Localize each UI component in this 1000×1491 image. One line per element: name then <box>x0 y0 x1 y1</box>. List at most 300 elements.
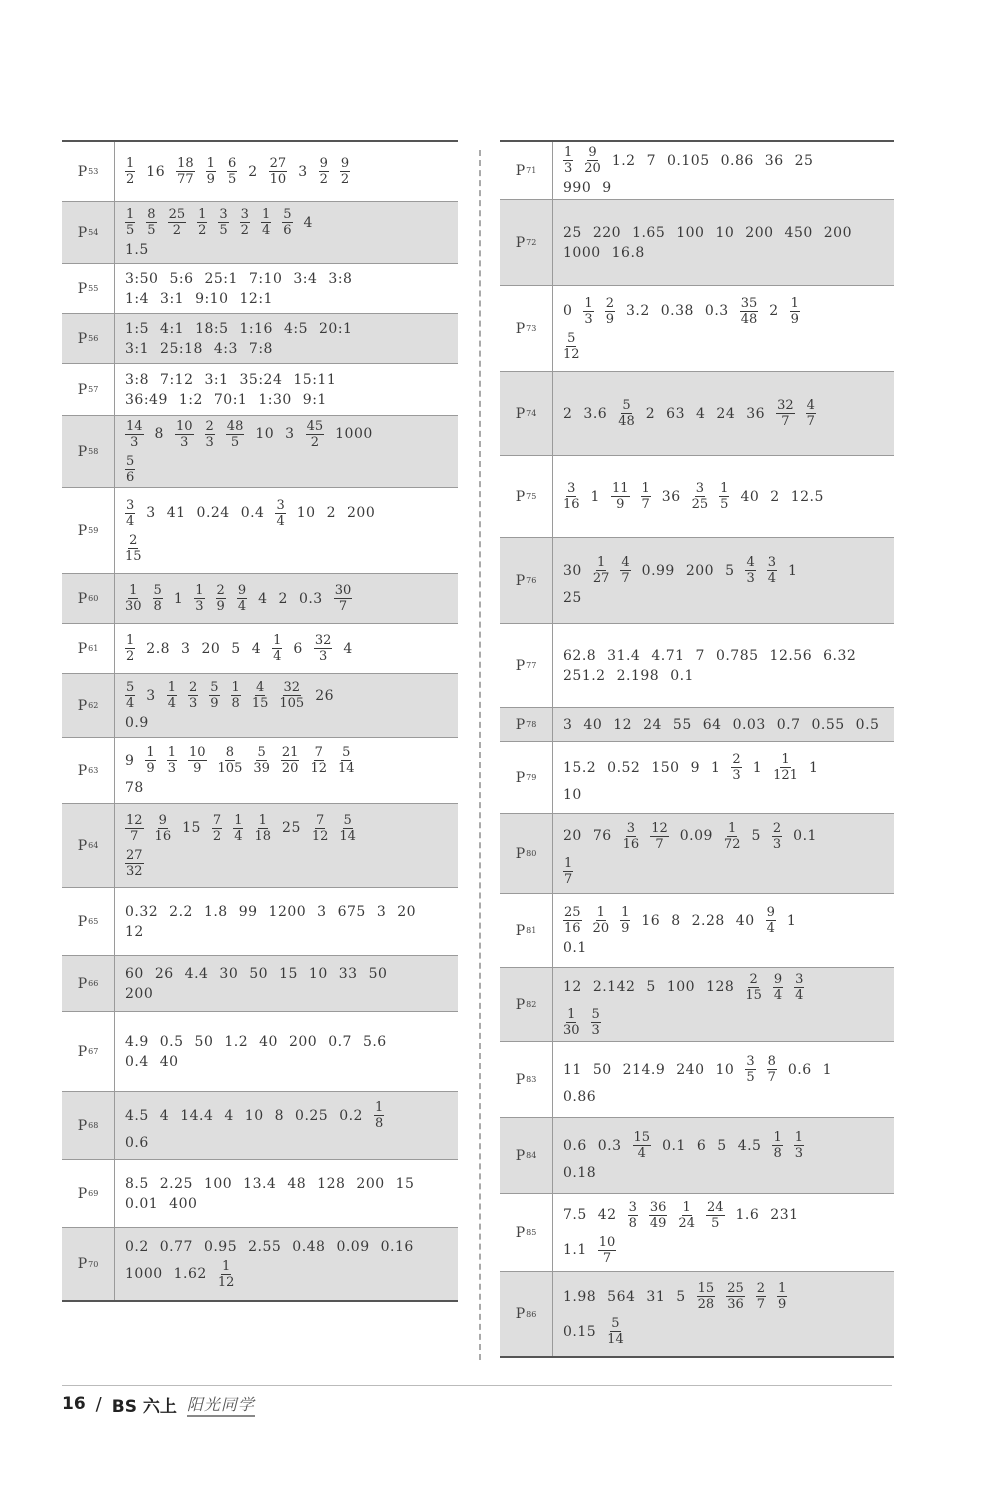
page-label-letter: P <box>77 590 88 607</box>
answer-fraction <box>167 745 177 776</box>
fraction-denominator: 4 <box>126 696 135 711</box>
fraction-denominator: 2 <box>212 828 222 844</box>
answer-fraction <box>188 680 198 711</box>
fraction-numerator: 9 <box>340 156 350 171</box>
answer-value: 1.8 <box>203 903 228 920</box>
answer-fraction <box>125 813 144 844</box>
page-label-letter: P <box>77 443 88 460</box>
answer-fraction <box>279 680 304 711</box>
answer-line <box>125 341 452 357</box>
fraction-denominator: 4 <box>795 987 804 1003</box>
page-label <box>500 742 553 813</box>
answer-fraction <box>226 419 245 450</box>
answer-value: 0.86 <box>720 152 754 169</box>
answer-value: 0.15 <box>563 1323 597 1340</box>
fraction-numerator: 3 <box>240 207 249 222</box>
answer-value: 40 <box>740 488 760 505</box>
fraction-numerator: 25 <box>168 207 186 222</box>
fraction-numerator: 1 <box>564 145 573 160</box>
answer-value: 240 <box>676 1061 705 1078</box>
answer-cell <box>115 624 458 673</box>
answer-line <box>563 1235 888 1266</box>
answer-value: 0.4 <box>240 505 265 521</box>
fraction-denominator: 3 <box>772 836 782 852</box>
page-label-letter: P <box>515 657 526 674</box>
answer-line <box>125 924 452 940</box>
fraction-numerator: 2 <box>756 1281 766 1296</box>
answer-cell <box>553 456 894 537</box>
page-label <box>500 372 553 455</box>
answer-value: 10 <box>563 787 582 803</box>
answer-row <box>62 416 458 488</box>
fraction-numerator: 5 <box>567 330 576 346</box>
fraction-numerator: 1 <box>126 207 135 222</box>
answer-fraction <box>197 207 207 238</box>
answer-fraction <box>314 633 333 664</box>
fraction-denominator: 2 <box>310 434 319 450</box>
answer-value: 4.5 <box>125 1107 149 1124</box>
page-label-letter: P <box>77 697 88 714</box>
answer-value: 10 <box>308 965 328 982</box>
fraction-denominator: 12 <box>563 346 580 362</box>
answer-value: 9 <box>125 752 135 769</box>
answer-fraction <box>563 145 573 176</box>
answer-value: 0.7 <box>328 1033 352 1050</box>
answer-value: 0.785 <box>715 647 759 664</box>
answer-fraction <box>212 813 222 844</box>
page-label-letter: P <box>515 1306 526 1322</box>
fraction-numerator: 9 <box>319 156 328 171</box>
fraction-denominator: 4 <box>767 571 777 586</box>
fraction-numerator: 3 <box>746 1054 755 1069</box>
answer-cell <box>115 264 458 313</box>
answer-value: 1.2 <box>611 152 636 169</box>
fraction-numerator: 3 <box>626 820 636 836</box>
page-label-letter: P <box>515 1071 526 1088</box>
fraction-denominator: 15 <box>251 696 269 711</box>
answer-value: 0.7 <box>776 716 801 733</box>
answer-value: 15 <box>395 1175 415 1192</box>
page-label-letter: P <box>77 1256 88 1272</box>
fraction-denominator: 3 <box>130 434 139 450</box>
page-label <box>62 314 115 363</box>
answer-fraction <box>253 745 270 776</box>
fraction-numerator: 5 <box>283 207 292 222</box>
answer-value: 10 <box>715 1061 735 1078</box>
answer-value: 18:5 <box>195 320 229 337</box>
fraction-denominator: 105 <box>279 696 305 711</box>
answer-line <box>563 972 888 1003</box>
answer-fraction <box>633 1130 652 1161</box>
answer-line <box>563 1130 888 1161</box>
answer-value: 1000 <box>563 244 601 261</box>
page-label-number: 72 <box>526 238 537 247</box>
answer-value: 8 <box>274 1107 285 1124</box>
answer-fraction <box>227 156 237 187</box>
page-label-letter: P <box>77 224 88 241</box>
fraction-denominator: 12 <box>310 761 327 776</box>
fraction-denominator: 3 <box>591 1022 600 1038</box>
brand-logo: 阳光同学 <box>187 1392 255 1417</box>
answer-fraction <box>776 398 795 429</box>
answer-fraction <box>745 555 755 586</box>
answer-value: 3:4 <box>293 270 318 287</box>
answer-value: 30 <box>563 562 582 579</box>
fraction-numerator: 2 <box>749 971 758 987</box>
answer-value: 25 <box>563 590 582 606</box>
answer-value: 33 <box>338 965 358 982</box>
answer-value: 2 <box>769 303 779 319</box>
answer-value: 7 <box>695 647 705 664</box>
fraction-denominator: 49 <box>649 1215 667 1231</box>
answer-row <box>500 968 894 1042</box>
page-label-letter: P <box>77 837 88 854</box>
page-label-number: 56 <box>88 334 99 343</box>
answer-value: 100 <box>203 1175 233 1192</box>
fraction-numerator: 3 <box>628 1199 637 1215</box>
answer-fraction <box>188 745 207 776</box>
fraction-denominator: 7 <box>602 1250 612 1266</box>
answer-cell <box>553 1042 894 1117</box>
fraction-denominator: 3 <box>318 649 328 664</box>
answer-line <box>125 715 452 731</box>
fraction-numerator: 15 <box>697 1281 715 1296</box>
answer-line <box>125 813 452 844</box>
answer-value: 4 <box>258 590 268 607</box>
answer-cell <box>115 364 458 415</box>
answer-fraction <box>194 583 204 614</box>
answer-value: 0.2 <box>125 1238 149 1255</box>
answer-line <box>563 1054 888 1085</box>
answer-value: 2 <box>278 590 288 607</box>
fraction-denominator: 5 <box>126 223 135 238</box>
answer-value: 128 <box>706 979 735 995</box>
answer-row <box>62 624 458 674</box>
answer-line <box>563 398 888 429</box>
fraction-denominator: 2 <box>198 223 207 238</box>
page-label-number: 54 <box>88 228 99 237</box>
answer-value: 3 <box>563 716 573 733</box>
answer-value: 200 <box>745 224 774 241</box>
fraction-numerator: 3 <box>567 481 576 496</box>
page-label-number: 60 <box>88 594 99 603</box>
answer-value: 2 <box>770 488 780 505</box>
answer-value: 0 <box>563 303 573 319</box>
answer-value: 450 <box>784 224 813 241</box>
answer-cell <box>553 1272 894 1356</box>
answer-value: 150 <box>651 759 680 776</box>
answer-value: 675 <box>337 903 366 920</box>
answer-line <box>563 648 888 664</box>
answer-fraction <box>772 1130 782 1161</box>
fraction-numerator: 8 <box>767 1054 776 1069</box>
answer-value: 1000 <box>335 426 373 442</box>
answer-value: 7:8 <box>248 340 273 357</box>
fraction-numerator: 5 <box>611 1316 620 1331</box>
answer-value: 50 <box>592 1061 612 1078</box>
page-label-letter: P <box>77 163 88 180</box>
page-label <box>62 488 115 573</box>
fraction-numerator: 4 <box>746 555 755 570</box>
answer-cell <box>553 200 894 285</box>
page-label <box>500 814 553 893</box>
answer-row <box>62 674 458 738</box>
fraction-denominator: 15 <box>125 548 142 564</box>
answer-fraction <box>806 398 816 429</box>
fraction-numerator: 1 <box>773 1130 782 1145</box>
answer-value: 1 <box>786 912 797 929</box>
answer-cell <box>553 1194 894 1271</box>
answer-fraction <box>794 972 804 1003</box>
answer-cell <box>115 888 458 955</box>
fraction-denominator: 7 <box>564 871 573 887</box>
answer-fraction <box>620 555 630 586</box>
answer-row <box>62 1012 458 1092</box>
fraction-denominator: 9 <box>216 599 225 614</box>
answer-value: 1.62 <box>173 1266 207 1282</box>
answer-fraction <box>176 156 195 187</box>
answer-line <box>563 787 888 803</box>
answer-value: 0.09 <box>679 828 713 844</box>
answer-row <box>500 1272 894 1356</box>
answer-value: 16.8 <box>611 244 645 261</box>
answer-row <box>500 742 894 814</box>
answer-value: 4 <box>224 1107 234 1124</box>
answer-value: 3:8 <box>125 371 150 388</box>
answer-row <box>62 956 458 1012</box>
answer-fraction <box>261 207 271 238</box>
answer-cell <box>553 372 894 455</box>
answer-value: 3.2 <box>625 303 650 319</box>
answer-row <box>62 1092 458 1160</box>
answer-fraction <box>218 745 243 776</box>
page-label-letter: P <box>77 280 88 297</box>
fraction-denominator: 2 <box>240 223 249 238</box>
answer-value: 200 <box>288 1033 318 1050</box>
answer-value: 2.2 <box>169 903 193 920</box>
answer-value: 1:5 <box>125 320 150 337</box>
fraction-numerator: 32 <box>777 398 794 413</box>
fraction-numerator: 1 <box>596 905 605 920</box>
answer-value: 40 <box>259 1033 278 1050</box>
fraction-denominator: 16 <box>154 828 172 844</box>
answer-value: 8.5 <box>125 1175 149 1192</box>
answer-line <box>563 1316 888 1347</box>
fraction-numerator: 7 <box>315 812 325 828</box>
answer-row <box>500 286 894 372</box>
answer-fraction <box>697 1281 716 1312</box>
answer-line <box>125 1135 452 1151</box>
answer-value: 36 <box>746 405 766 422</box>
answer-line <box>125 498 452 529</box>
fraction-denominator: 48 <box>618 414 635 429</box>
answer-value: 3:50 <box>125 270 159 287</box>
page-label <box>62 674 115 737</box>
answer-fraction <box>611 481 630 512</box>
answer-fraction <box>237 583 247 614</box>
answer-value: 4:1 <box>160 320 185 337</box>
answer-row <box>500 1194 894 1272</box>
answer-row <box>62 738 458 804</box>
answer-cell <box>553 894 894 967</box>
answer-value: 9:10 <box>195 290 229 307</box>
page-label-number: 80 <box>526 849 537 858</box>
answer-fraction <box>731 752 741 783</box>
answer-fraction <box>233 813 243 844</box>
answer-line <box>125 533 452 564</box>
fraction-denominator: 5 <box>746 1070 755 1085</box>
answer-value: 70:1 <box>213 391 248 408</box>
answer-cell <box>553 814 894 893</box>
answer-value: 0.3 <box>704 303 729 319</box>
answer-line <box>563 1165 888 1181</box>
page-label <box>62 142 115 201</box>
page-label-letter: P <box>515 996 526 1013</box>
fraction-numerator: 1 <box>234 812 243 828</box>
fraction-numerator: 5 <box>126 680 135 695</box>
fraction-numerator: 1 <box>567 1006 576 1022</box>
answer-fraction <box>275 498 285 529</box>
answer-fraction <box>339 813 356 844</box>
answer-value: 6 <box>293 640 303 657</box>
fraction-numerator: 27 <box>126 847 143 863</box>
answer-line <box>125 419 452 450</box>
answer-line <box>125 1259 452 1290</box>
answer-fraction <box>724 821 741 852</box>
answer-fraction <box>269 156 288 187</box>
answer-value: 1:30 <box>258 391 292 408</box>
answer-value: 1.6 <box>735 1207 760 1223</box>
answer-value: 12.56 <box>769 647 813 664</box>
answer-fraction <box>756 1281 766 1312</box>
answer-fraction <box>618 398 635 429</box>
answer-row <box>500 814 894 894</box>
fraction-numerator: 2 <box>129 532 138 548</box>
answer-fraction <box>650 821 669 852</box>
answer-value: 5 <box>717 1137 727 1154</box>
answer-value: 2.8 <box>146 640 171 657</box>
page-label-letter: P <box>515 488 526 505</box>
answer-line <box>125 1034 452 1050</box>
answer-value: 0.55 <box>811 716 845 733</box>
answer-fraction <box>218 1259 235 1290</box>
fraction-denominator: 16 <box>622 836 640 852</box>
answer-fraction <box>767 1054 777 1085</box>
answer-line <box>563 1281 888 1312</box>
fraction-denominator: 30 <box>125 599 142 614</box>
answer-cell <box>115 202 458 263</box>
page-label-number: 69 <box>88 1189 99 1198</box>
answer-value: 25:1 <box>204 270 238 287</box>
answer-value: 4:3 <box>213 340 238 357</box>
answer-value: 128 <box>317 1175 346 1192</box>
page-label-number: 85 <box>526 1228 537 1237</box>
page-label-letter: P <box>515 162 526 179</box>
fraction-denominator: 9 <box>616 497 625 512</box>
page-label <box>62 416 115 487</box>
answer-value: 10 <box>715 224 735 241</box>
answer-value: 2 <box>326 505 336 521</box>
answer-value: 31 <box>646 1288 666 1305</box>
answer-fraction <box>155 813 172 844</box>
answer-value: 200 <box>685 562 715 579</box>
answer-value: 200 <box>125 985 154 1002</box>
answer-fraction <box>205 419 215 450</box>
fraction-numerator: 9 <box>158 812 167 828</box>
fraction-numerator: 11 <box>611 481 629 496</box>
fraction-numerator: 12 <box>651 820 668 836</box>
page-label-number: 61 <box>88 644 99 653</box>
fraction-numerator: 1 <box>778 1281 787 1296</box>
answer-value: 15.2 <box>563 759 597 776</box>
page-label-letter: P <box>515 845 526 862</box>
page-label <box>500 1042 553 1117</box>
fraction-denominator: 5 <box>227 172 237 187</box>
answer-value: 40 <box>159 1053 179 1070</box>
answer-line <box>563 331 888 362</box>
answer-value: 0.77 <box>159 1238 193 1255</box>
answer-line <box>125 1196 452 1212</box>
answer-line <box>563 717 888 733</box>
answer-value: 8 <box>671 912 681 929</box>
answer-value: 214.9 <box>622 1061 666 1078</box>
answer-value: 0.1 <box>662 1137 686 1154</box>
answer-fraction <box>218 207 228 238</box>
answer-row <box>500 142 894 200</box>
answer-value: 0.18 <box>563 1165 597 1181</box>
answer-value: 3:1 <box>204 371 229 388</box>
answer-value: 5 <box>646 979 656 995</box>
answer-value: 0.32 <box>125 903 159 920</box>
answer-value: 42 <box>597 1207 617 1223</box>
answer-value: 25 <box>282 820 301 836</box>
fraction-denominator: 2 <box>319 172 328 187</box>
fraction-denominator: 48 <box>740 311 758 327</box>
fraction-denominator: 3 <box>564 161 573 176</box>
page-label <box>500 142 553 199</box>
fraction-denominator: 9 <box>621 921 630 936</box>
page-label-letter: P <box>515 716 526 733</box>
fraction-denominator: 8 <box>773 1146 782 1161</box>
answer-value: 1.65 <box>632 224 666 241</box>
answer-fraction <box>591 1007 601 1038</box>
fraction-denominator: 7 <box>767 1070 776 1085</box>
fraction-denominator: 7 <box>655 836 664 852</box>
fraction-numerator: 2 <box>188 680 198 695</box>
answer-line <box>563 245 888 261</box>
fraction-denominator: 15 <box>745 987 762 1003</box>
answer-value: 5 <box>676 1288 686 1305</box>
answer-value: 1 <box>173 590 184 607</box>
answer-value: 78 <box>125 780 144 796</box>
answer-value: 7:12 <box>160 371 194 388</box>
answer-fraction <box>340 156 350 187</box>
answer-value: 12 <box>125 923 144 940</box>
answer-fraction <box>167 680 177 711</box>
fraction-numerator: 9 <box>237 583 247 598</box>
fraction-numerator: 2 <box>205 418 214 434</box>
column-divider <box>479 150 481 1360</box>
answer-fraction <box>745 972 762 1003</box>
fraction-denominator: 2 <box>126 649 135 664</box>
page-label-number: 77 <box>526 661 537 670</box>
answer-value: 1:2 <box>178 391 203 408</box>
fraction-numerator: 5 <box>210 680 219 695</box>
page-label-letter: P <box>77 1185 88 1202</box>
fraction-numerator: 12 <box>126 812 143 828</box>
fraction-denominator: 2 <box>126 172 135 187</box>
answer-line <box>125 745 452 776</box>
